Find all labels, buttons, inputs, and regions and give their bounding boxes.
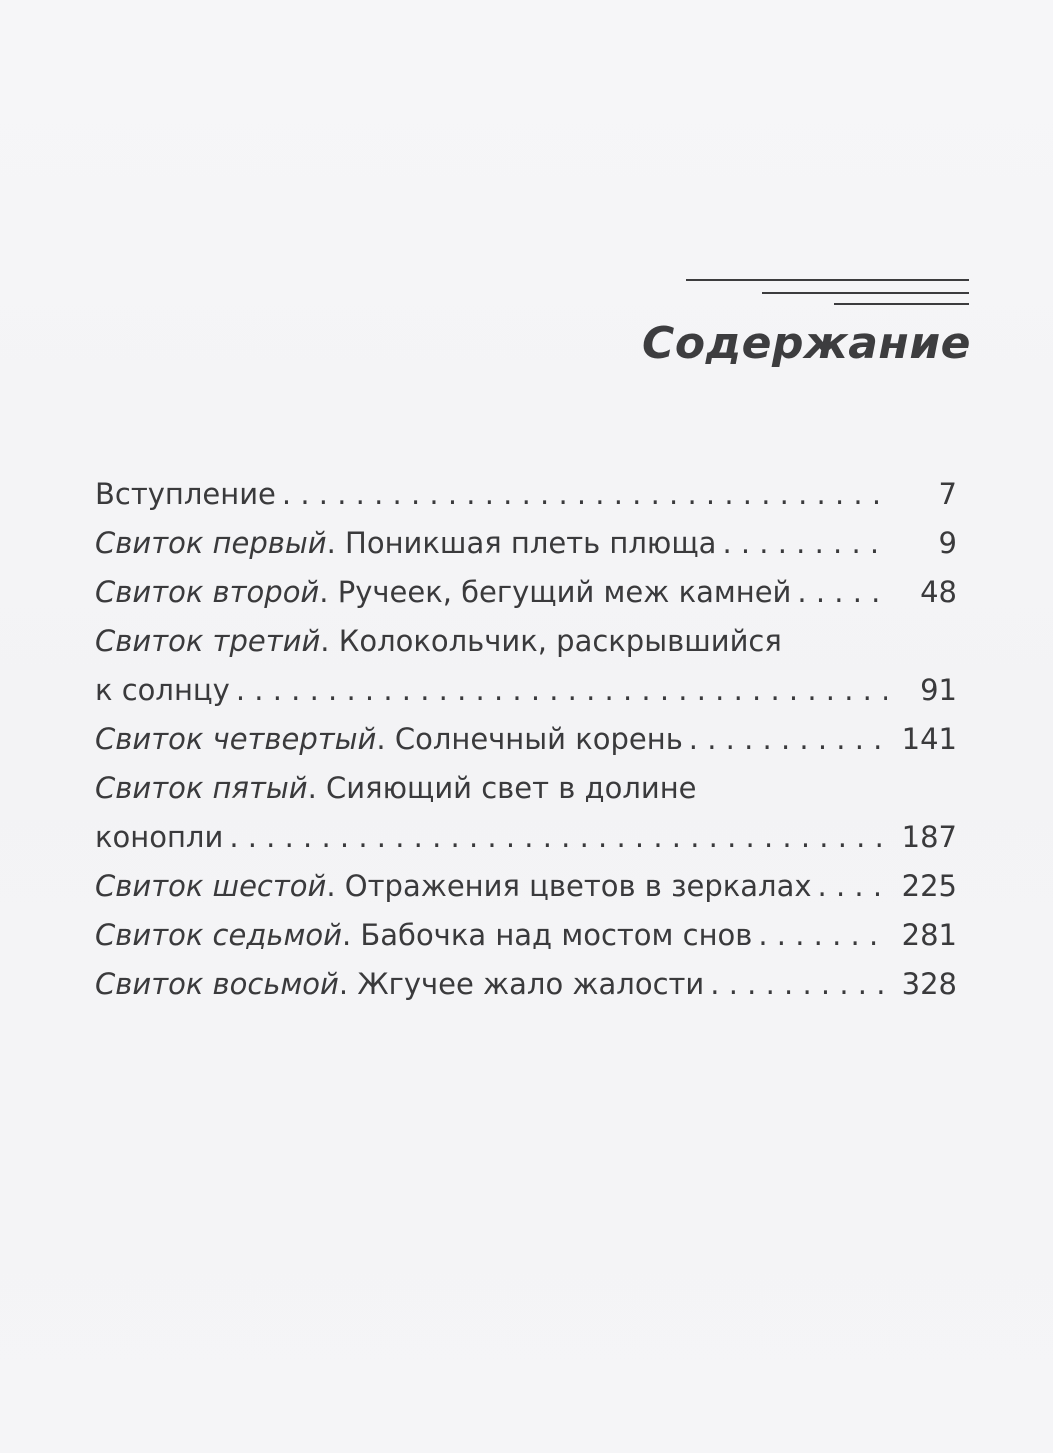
scroll-label: Свиток второй bbox=[95, 575, 320, 609]
entry-title: . Колокольчик, раскрывшийся bbox=[320, 624, 782, 658]
page-number: 225 bbox=[901, 869, 957, 903]
scroll-label: Свиток пятый bbox=[95, 771, 308, 805]
dot-leader bbox=[229, 813, 887, 862]
decorative-rule bbox=[834, 303, 969, 305]
page-number: 281 bbox=[901, 918, 957, 952]
toc-entry bbox=[95, 617, 957, 715]
toc-entry bbox=[95, 568, 957, 617]
dot-leader bbox=[758, 911, 887, 960]
dot-leader bbox=[282, 470, 887, 519]
dot-leader bbox=[689, 715, 887, 764]
dot-leader bbox=[797, 568, 887, 617]
entry-title-continuation: к солнцу bbox=[95, 673, 230, 707]
entry-title: . Ручеек, бегущий меж камней bbox=[319, 575, 792, 609]
page-number: 91 bbox=[920, 673, 957, 707]
scroll-label: Свиток седьмой bbox=[95, 918, 342, 952]
entry-title-continuation: конопли bbox=[95, 820, 224, 854]
toc-entry bbox=[95, 862, 957, 911]
entry-title: . Жгучее жало жалости bbox=[338, 967, 705, 1001]
scroll-label: Свиток четвертый bbox=[95, 722, 377, 756]
page-number: 7 bbox=[938, 477, 957, 511]
entry-title: . Солнечный корень bbox=[376, 722, 683, 756]
page-number: 9 bbox=[938, 526, 957, 560]
decorative-rule bbox=[762, 292, 969, 294]
entry-title: . Сияющий свет в долине bbox=[307, 771, 697, 805]
entry-title: Вступление bbox=[95, 477, 276, 511]
page-number: 328 bbox=[901, 967, 957, 1001]
toc-entry bbox=[95, 764, 957, 862]
toc-entry bbox=[95, 960, 957, 1009]
page-number: 187 bbox=[901, 820, 957, 854]
page-number: 48 bbox=[920, 575, 957, 609]
scroll-label: Свиток шестой bbox=[95, 869, 327, 903]
scroll-label: Свиток восьмой bbox=[95, 967, 339, 1001]
dot-leader bbox=[236, 666, 887, 715]
toc-entry bbox=[95, 911, 957, 960]
entry-title: . Бабочка над мостом снов bbox=[341, 918, 753, 952]
dot-leader bbox=[710, 960, 887, 1009]
scroll-label: Свиток первый bbox=[95, 526, 327, 560]
dot-leader bbox=[722, 519, 887, 568]
entry-title: . Отражения цветов в зеркалах bbox=[326, 869, 812, 903]
dot-leader bbox=[818, 862, 887, 911]
page-title: Содержание bbox=[642, 318, 971, 369]
decorative-rule bbox=[686, 279, 969, 281]
toc-entry bbox=[95, 470, 957, 519]
toc-entry bbox=[95, 519, 957, 568]
table-of-contents bbox=[95, 470, 957, 1009]
page-number: 141 bbox=[901, 722, 957, 756]
scroll-label: Свиток третий bbox=[95, 624, 321, 658]
toc-entry bbox=[95, 715, 957, 764]
entry-title: . Поникшая плеть плюща bbox=[326, 526, 717, 560]
